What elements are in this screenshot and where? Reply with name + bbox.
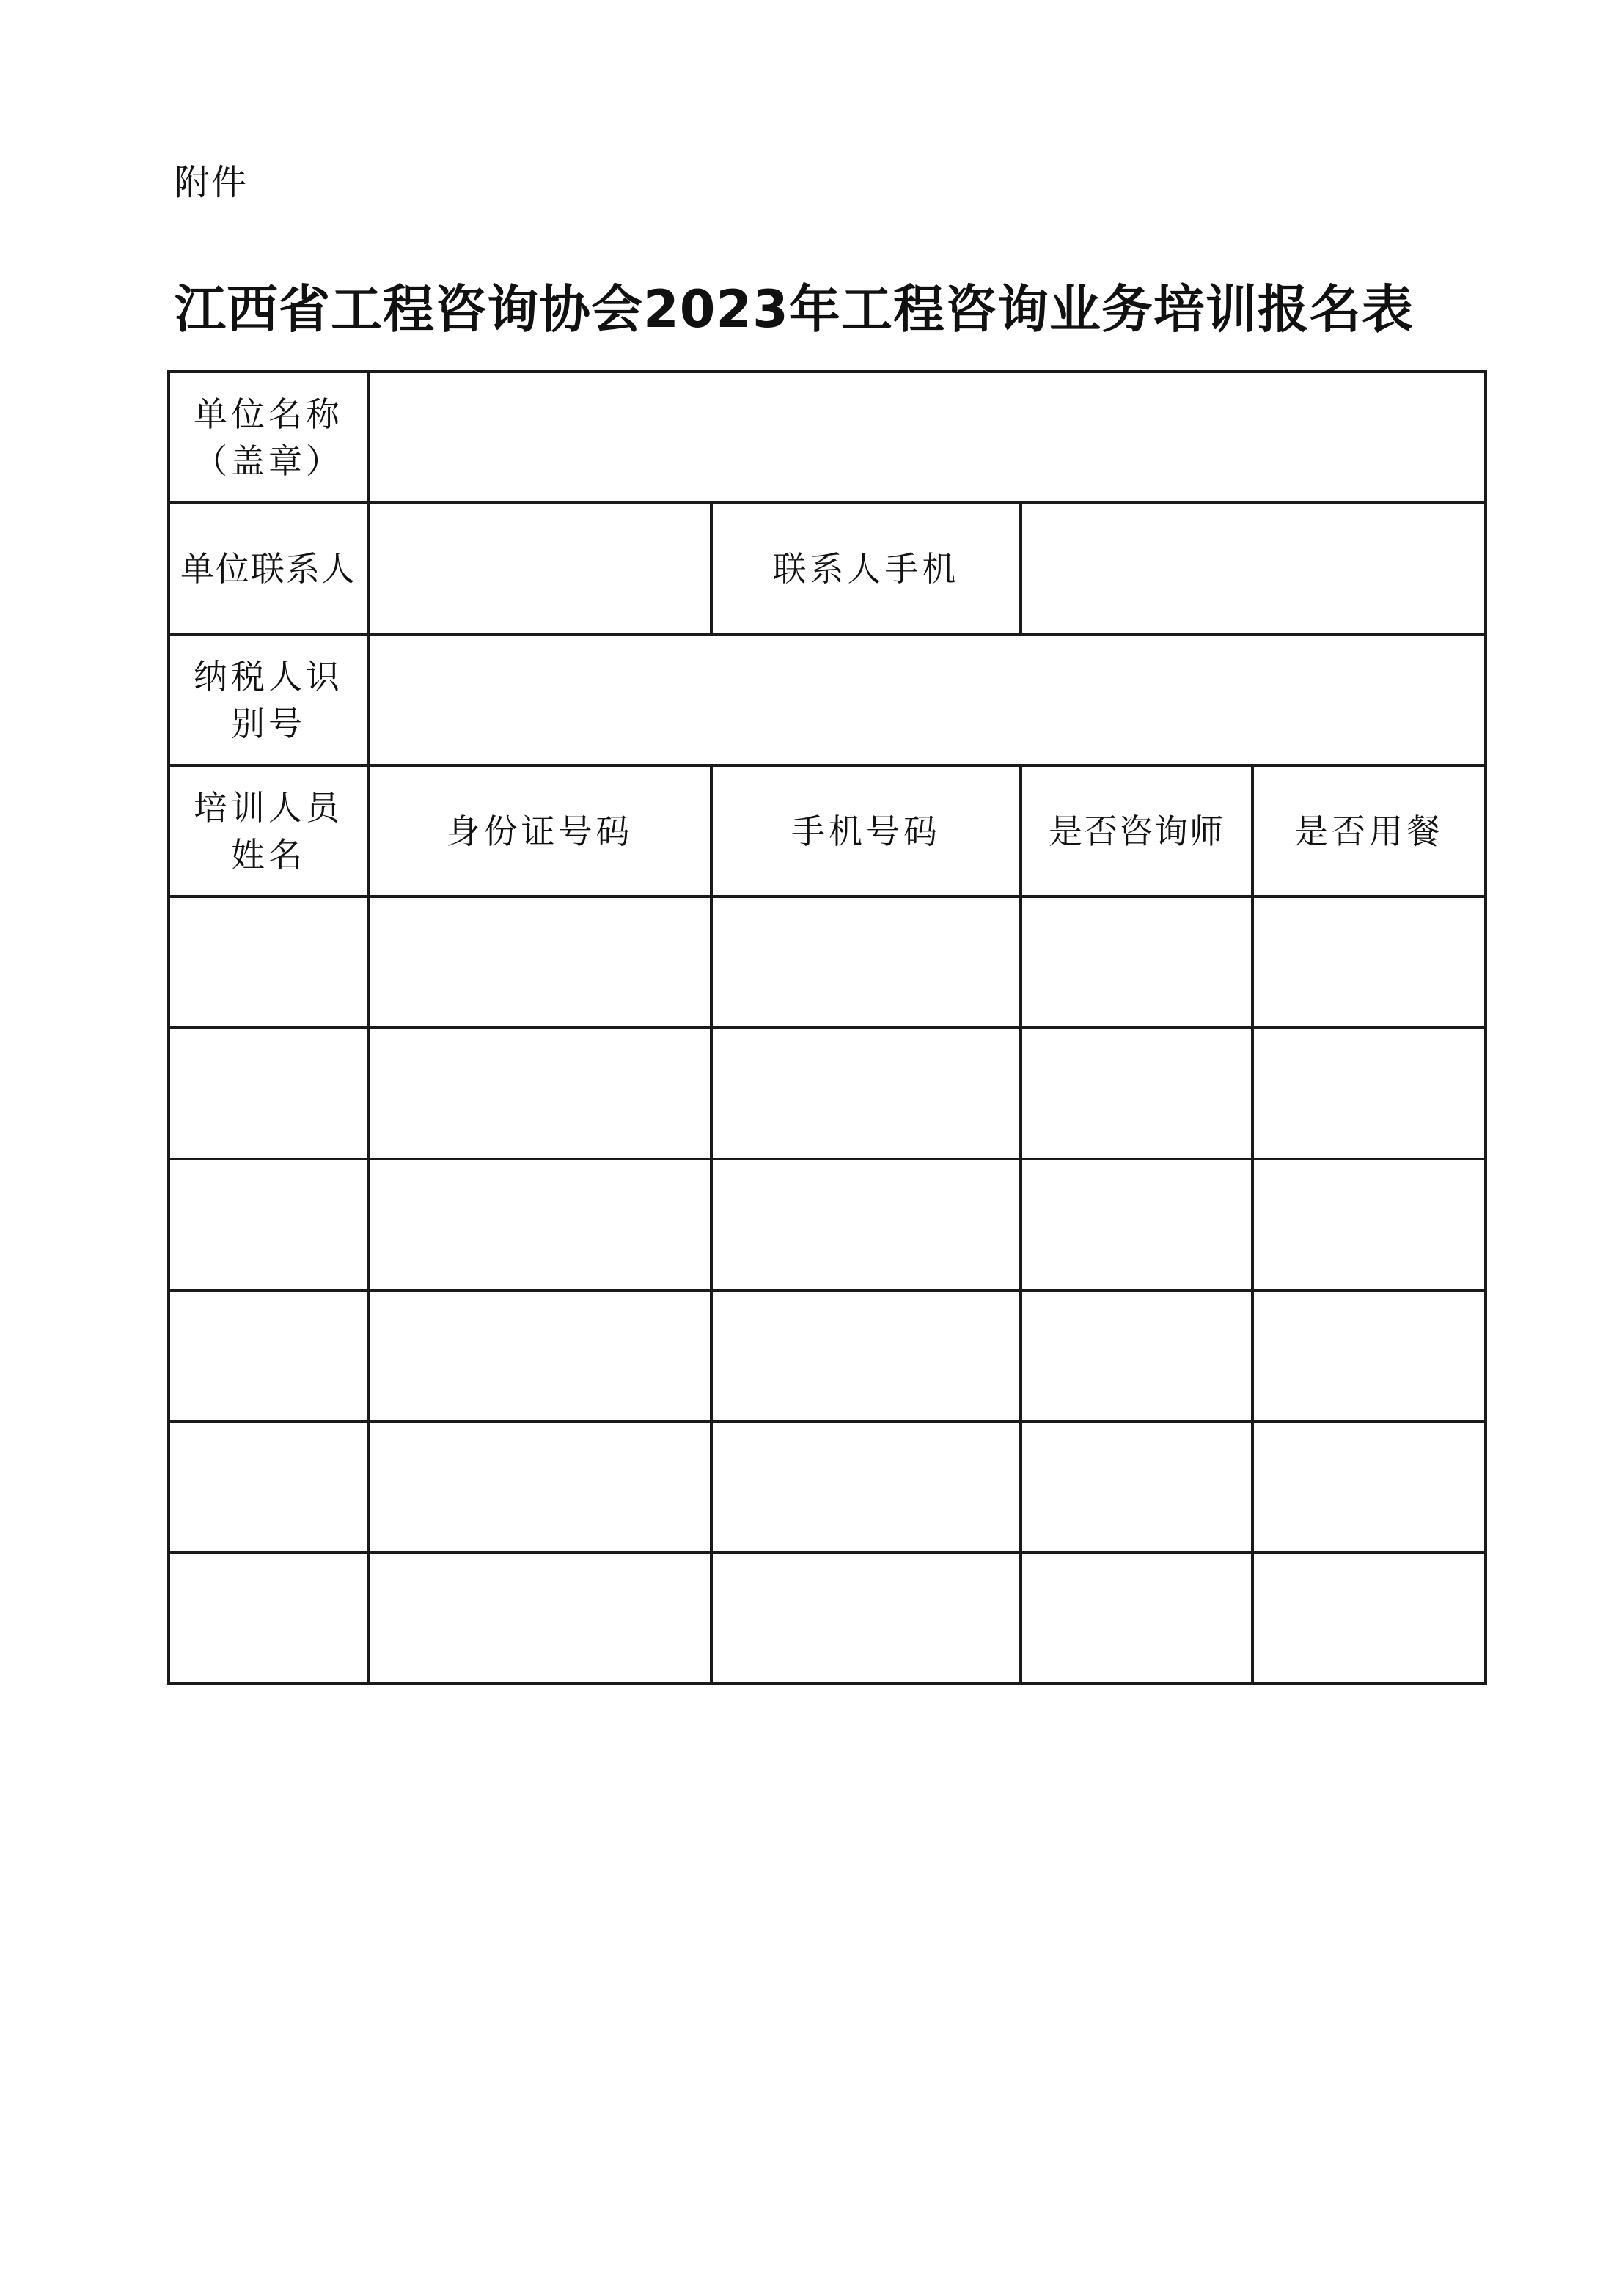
is-consultant-cell[interactable] — [1021, 1159, 1252, 1290]
trainee-name-cell[interactable] — [169, 1421, 368, 1553]
is-consultant-cell[interactable] — [1021, 897, 1252, 1028]
is-consultant-cell[interactable] — [1021, 1028, 1252, 1159]
phone-number-cell[interactable] — [711, 1421, 1021, 1553]
unit-name-field[interactable] — [368, 372, 1486, 503]
id-number-cell[interactable] — [368, 1290, 711, 1421]
trainee-name-cell[interactable] — [169, 1028, 368, 1159]
id-number-cell[interactable] — [368, 1159, 711, 1290]
is-consultant-cell[interactable] — [1021, 1421, 1252, 1553]
is-consultant-cell[interactable] — [1021, 1290, 1252, 1421]
is-consultant-header: 是否咨询师 — [1021, 765, 1252, 897]
is-consultant-cell[interactable] — [1021, 1553, 1252, 1684]
id-number-cell[interactable] — [368, 1421, 711, 1553]
trainee-row — [169, 897, 1486, 1028]
unit-name-label: 单位名称（盖章） — [194, 394, 343, 481]
contact-phone-label: 联系人手机 — [711, 503, 1021, 634]
trainee-name-cell[interactable] — [169, 1159, 368, 1290]
meal-header: 是否用餐 — [1252, 765, 1486, 897]
trainee-name-cell[interactable] — [169, 1290, 368, 1421]
meal-cell[interactable] — [1252, 1028, 1486, 1159]
id-number-cell[interactable] — [368, 1028, 711, 1159]
meal-cell[interactable] — [1252, 1290, 1486, 1421]
id-number-header: 身份证号码 — [368, 765, 711, 897]
phone-number-cell[interactable] — [711, 897, 1021, 1028]
trainee-row — [169, 1028, 1486, 1159]
unit-name-label-cell — [169, 372, 368, 503]
taxpayer-id-label: 纳税人识别号 — [194, 656, 343, 743]
phone-number-cell[interactable] — [711, 1159, 1021, 1290]
trainee-row — [169, 1290, 1486, 1421]
form-title: 江西省工程咨询协会2023年工程咨询业务培训报名表 — [175, 279, 1414, 339]
trainee-name-header-cell — [169, 765, 368, 897]
contact-phone-field[interactable] — [1021, 503, 1486, 634]
taxpayer-id-field[interactable] — [368, 634, 1486, 765]
meal-cell[interactable] — [1252, 897, 1486, 1028]
taxpayer-id-row — [169, 634, 1486, 765]
unit-name-row — [169, 372, 1486, 503]
trainee-name-header: 培训人员姓名 — [194, 787, 343, 875]
trainee-row — [169, 1553, 1486, 1684]
unit-contact-field[interactable] — [368, 503, 711, 634]
unit-contact-label: 单位联系人 — [169, 503, 368, 634]
attachment-label: 附件 — [175, 162, 249, 203]
trainee-row — [169, 1421, 1486, 1553]
id-number-cell[interactable] — [368, 1553, 711, 1684]
trainee-name-cell[interactable] — [169, 1553, 368, 1684]
phone-number-cell[interactable] — [711, 1553, 1021, 1684]
meal-cell[interactable] — [1252, 1553, 1486, 1684]
phone-number-header: 手机号码 — [711, 765, 1021, 897]
phone-number-cell[interactable] — [711, 1028, 1021, 1159]
registration-form-table — [167, 370, 1487, 1685]
id-number-cell[interactable] — [368, 897, 711, 1028]
trainee-row — [169, 1159, 1486, 1290]
contact-row — [169, 503, 1486, 634]
meal-cell[interactable] — [1252, 1421, 1486, 1553]
meal-cell[interactable] — [1252, 1159, 1486, 1290]
taxpayer-id-label-cell — [169, 634, 368, 765]
trainee-header-row — [169, 765, 1486, 897]
phone-number-cell[interactable] — [711, 1290, 1021, 1421]
trainee-name-cell[interactable] — [169, 897, 368, 1028]
